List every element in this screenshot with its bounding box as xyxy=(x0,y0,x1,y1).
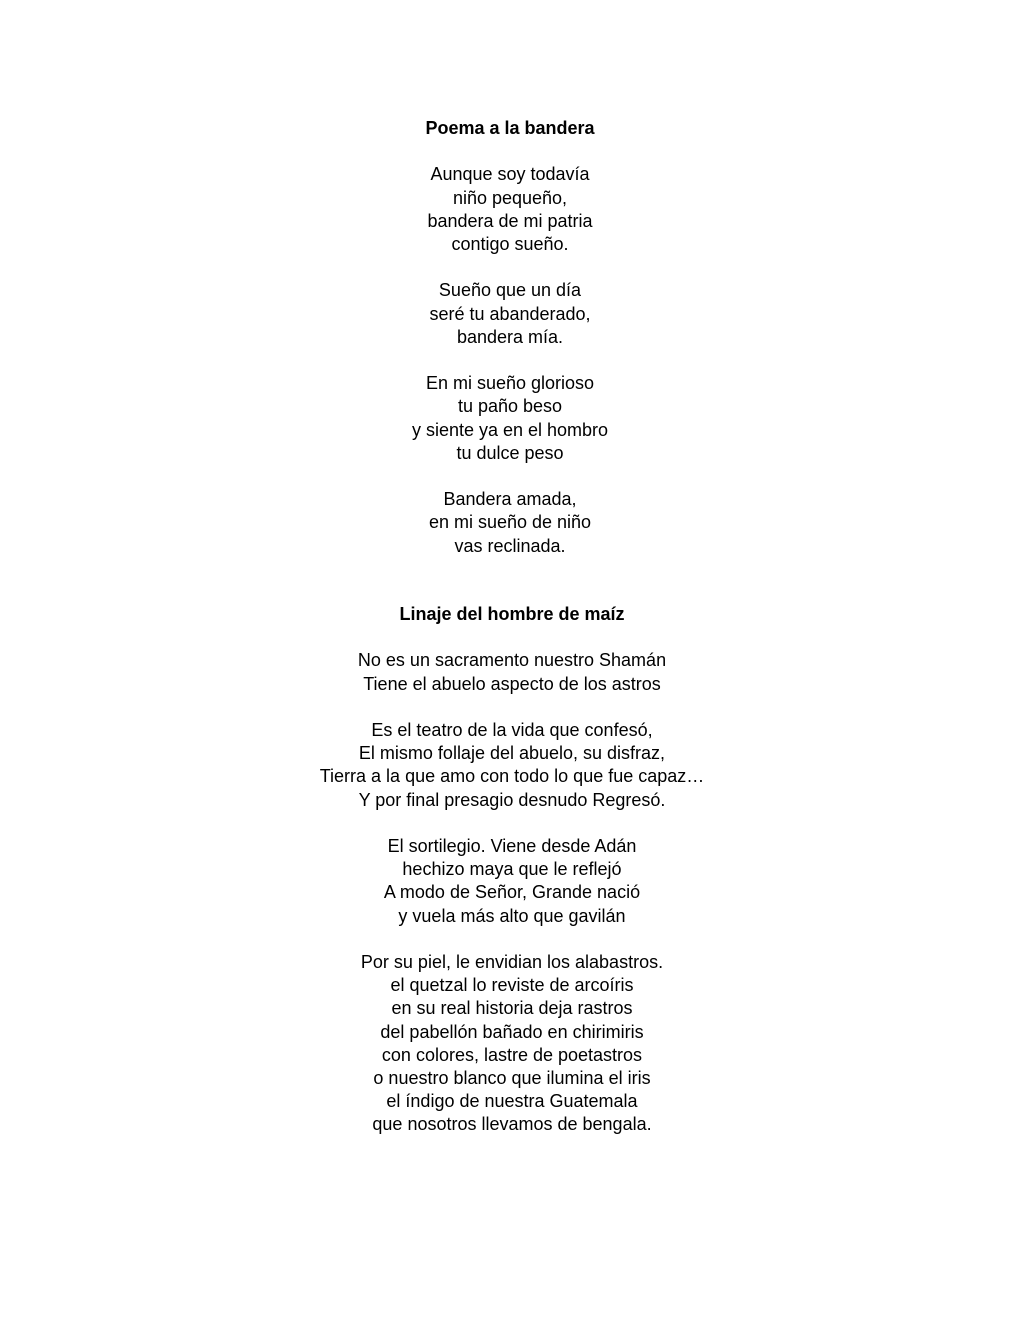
verse-line: tu paño beso xyxy=(457,396,563,417)
verse-line: bandera mía. xyxy=(456,326,564,347)
verse-line: o nuestro blanco que ilumina el iris xyxy=(373,1068,651,1088)
verse-line: del pabellón bañado en chirimiris xyxy=(380,1021,644,1042)
verse-line: Tiene el abuelo aspecto de los astros xyxy=(363,673,661,694)
verse-line: Sueño que un día xyxy=(438,280,582,301)
verse-line: y vuela más alto que gavilán xyxy=(398,905,626,926)
verse-line: Aunque soy todavía xyxy=(430,164,590,185)
verse-line: y siente ya en el hombro xyxy=(411,419,609,440)
verse-line: No es un sacramento nuestro Shamán xyxy=(357,650,667,671)
verse-line: niño pequeño, xyxy=(452,187,568,208)
stanza xyxy=(0,835,1024,928)
verse-line: en mi sueño de niño xyxy=(428,512,592,533)
poem-poema-a-la-bandera xyxy=(0,117,1022,558)
poem-linaje-del-hombre-de-maiz xyxy=(0,603,1024,1137)
verse-line: Tierra a la que amo con todo lo que fue capaz… xyxy=(319,766,705,787)
poem-title: Poema a la bandera xyxy=(425,118,595,138)
verse-line: Y por final presagio desnudo Regresó. xyxy=(358,789,666,810)
verse-line: que nosotros llevamos de bengala. xyxy=(372,1114,652,1135)
verse-line: El sortilegio. Viene desde Adán xyxy=(387,835,637,856)
verse-line: En mi sueño glorioso xyxy=(425,373,595,394)
stanza xyxy=(0,163,1022,256)
verse-line: el índigo de nuestra Guatemala xyxy=(386,1091,638,1112)
stanza xyxy=(0,372,1022,465)
verse-line: el quetzal lo reviste de arcoíris xyxy=(390,975,634,996)
verse-line: tu dulce peso xyxy=(456,442,564,463)
verse-line: hechizo maya que le reflejó xyxy=(402,859,622,880)
verse-line: Es el teatro de la vida que confesó, xyxy=(371,719,653,740)
stanza xyxy=(0,951,1024,1137)
verse-line: El mismo follaje del abuelo, su disfraz, xyxy=(358,743,666,764)
verse-line: Por su piel, le envidian los alabastros. xyxy=(360,951,664,972)
stanza xyxy=(0,719,1024,812)
poem-title: Linaje del hombre de maíz xyxy=(399,604,625,624)
verse-line: con colores, lastre de poetastros xyxy=(381,1044,643,1065)
verse-line: Bandera amada, xyxy=(443,489,577,510)
verse-line: seré tu abanderado, xyxy=(429,303,591,324)
stanza xyxy=(0,279,1022,349)
verse-line: contigo sueño. xyxy=(451,234,569,254)
verse-line: vas reclinada. xyxy=(454,535,566,556)
verse-line: A modo de Señor, Grande nació xyxy=(383,882,641,903)
verse-line: bandera de mi patria xyxy=(427,210,593,231)
verse-line: en su real historia deja rastros xyxy=(391,998,633,1019)
stanza xyxy=(0,649,1024,695)
stanza xyxy=(0,488,1022,558)
